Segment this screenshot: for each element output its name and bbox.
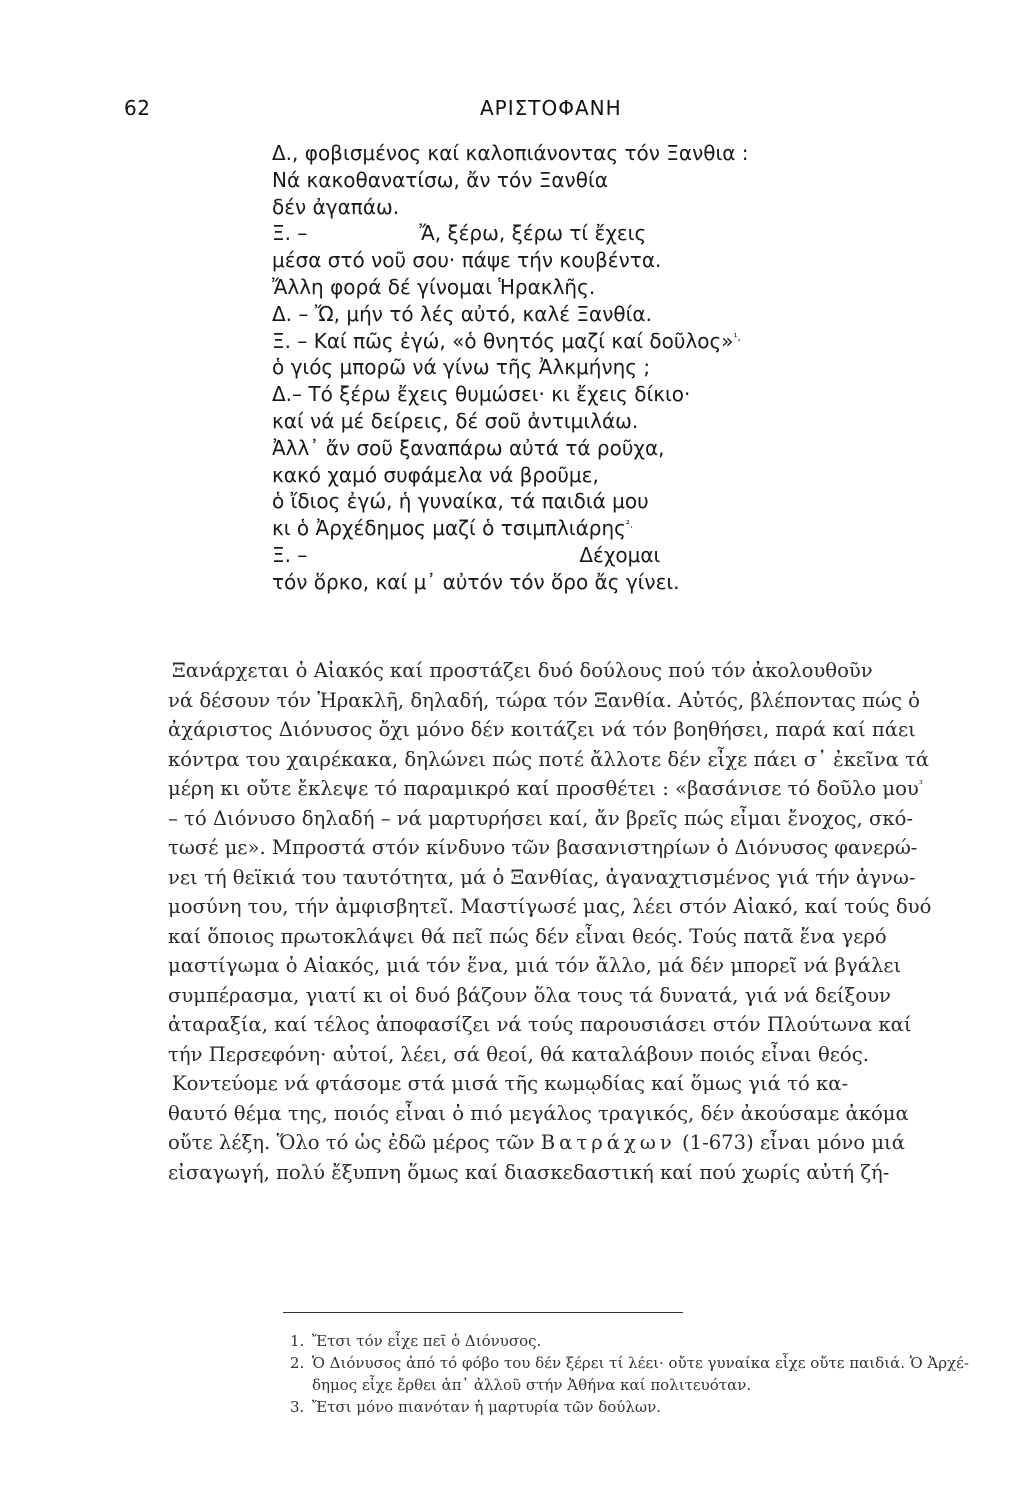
verse-dialogue: [272, 140, 892, 596]
footnote-divider: [283, 1312, 683, 1313]
speaker-label: Ξ. –: [272, 542, 308, 567]
verse-line: Δ.– Τό ξέρω ἔχεις θυμώσει· κι ἔχεις δίκιο·: [272, 382, 691, 407]
play-title: Βατράχων: [540, 1131, 676, 1154]
verse-text: Δέχομαι: [579, 542, 661, 567]
prose-line: τωσέ με». Μπροστά στόν κίνδυνο τῶν βασανιστηρίων ὁ Διόνυσος φανερώ-: [168, 836, 918, 859]
footnote-ref: ³: [918, 779, 923, 791]
verse-text: κι ὁ Ἀρχέδημος μαζί ὁ τσιμπλιάρης: [272, 516, 626, 541]
verse-text: Ξ. – Καί πῶς ἐγώ, «ὁ θνητός μαζί καί δοῦλος»: [272, 328, 734, 353]
verse-line: δέν ἀγαπάω.: [272, 194, 400, 219]
prose-commentary: [168, 656, 968, 1187]
footnote-text: Ἔτσι τόν εἶχε πεῖ ὁ Διόνυσος.: [312, 1332, 542, 1350]
footnote-text: Ἔτσι μόνο πιανόταν ἡ μαρτυρία τῶν δούλων.: [312, 1398, 662, 1416]
verse-line: Ἄλλη φορά δέ γίνομαι Ἡρακλῆς.: [272, 274, 596, 299]
speaker-label: Ξ. –: [272, 221, 308, 246]
verse-line: Ἀλλ᾽ ἄν σοῦ ξαναπάρω αὐτά τά ροῦχα,: [272, 435, 665, 460]
prose-line: καί ὅποιος πρωτοκλάψει θά πεῖ πώς δέν εἶναι θεός. Τούς πατᾶ ἕνα γερό: [168, 924, 887, 948]
verse-line: Δ., φοβισμένος καί καλοπιάνοντας τόν Ξανθια :: [272, 141, 749, 165]
prose-line: Κοντεύομε νά φτάσομε στά μισά τῆς κωμῳδίας καί ὅμως γιά τό κα-: [172, 1072, 849, 1095]
footnote: [290, 1352, 970, 1374]
footnote-number: 1.: [290, 1332, 305, 1350]
running-head: ΑΡΙΣΤΟΦΑΝΗ: [480, 96, 622, 120]
footnote-ref: ².: [625, 519, 634, 531]
page-number: 62: [124, 96, 151, 120]
prose-line: νά δέσουν τόν Ἡρακλῆ, δηλαδή, τώρα τόν Ξανθία. Αὐτός, βλέποντας πώς ὁ: [168, 688, 920, 712]
prose-line: [168, 1128, 968, 1158]
prose-line: – τό Διόνυσο δηλαδή – νά μαρτυρήσει καί, ἄν βρεῖς πώς εἶμαι ἔνοχος, σκό-: [168, 806, 914, 830]
verse-line: ὁ ἴδιος ἐγώ, ἡ γυναίκα, τά παιδιά μου: [272, 489, 649, 514]
verse-line: [272, 328, 892, 355]
footnote-number: 3.: [290, 1398, 305, 1416]
prose-line: εἰσαγωγή, πολύ ἔξυπνη ὅμως καί διασκεδαστική καί πού χωρίς αὐτή ζή-: [168, 1160, 890, 1184]
footnote: [290, 1396, 970, 1418]
footnote-continuation: δημος εἶχε ἔρθει ἀπ᾽ ἀλλοῦ στήν Ἀθήνα καί πολιτευόταν.: [312, 1376, 752, 1394]
verse-line: Δ. – Ὤ, μήν τό λές αὐτό, καλέ Ξανθία.: [272, 301, 652, 326]
prose-line: μοσύνη του, τήν ἀμφισβητεῖ. Μαστίγωσέ μας, λέει στόν Αἰακό, καί τούς δυό: [168, 895, 932, 918]
verse-line: τόν ὅρκο, καί μ᾽ αὐτόν τόν ὅρο ἄς γίνει.: [272, 569, 680, 594]
verse-line: [272, 515, 892, 542]
prose-line: ἀχάριστος Διόνυσος ὄχι μόνο δέν κοιτάζει νά τόν βοηθήσει, παρά καί πάει: [168, 718, 916, 741]
prose-text: μέρη κι οὔτε ἔκλεψε τό παραμικρό καί προσθέτει : «βασάνισε τό δοῦλο μου: [168, 777, 919, 800]
prose-line: θαυτό θέμα της, ποιός εἶναι ὁ πιό μεγάλος τραγικός, δέν ἀκούσαμε ἀκόμα: [168, 1101, 909, 1125]
footnote: [290, 1330, 970, 1352]
verse-line: ὁ γιός μπορῶ νά γίνω τῆς Ἀλκμήνης ;: [272, 355, 651, 380]
prose-text: (1-673) εἶναι μόνο μιά: [681, 1131, 905, 1154]
verse-line: μέσα στό νοῦ σου· πάψε τήν κουβέντα.: [272, 248, 662, 273]
prose-line: νει τή θεϊκιά του ταυτότητα, μά ὁ Ξανθίας, ἀγαναχτισμένος γιά τήν ἀγνω-: [168, 865, 916, 889]
prose-line: Ξανάρχεται ὁ Αἰακός καί προστάζει δυό δούλους πού τόν ἀκολουθοῦν: [172, 659, 873, 682]
prose-line: [168, 774, 968, 804]
footnote-number: 2.: [290, 1354, 305, 1372]
prose-line: συμπέρασμα, γιατί κι οἱ δυό βάζουν ὅλα τους τά δυνατά, γιά νά δείξουν: [168, 983, 891, 1007]
prose-line: ἀταραξία, καί τέλος ἀποφασίζει νά τούς παρουσιάσει στόν Πλούτωνα καί: [168, 1013, 912, 1036]
footnotes: [290, 1330, 970, 1418]
verse-text: Ἄ, ξέρω, ξέρω τί ἔχεις: [419, 221, 647, 246]
verse-line: Νά κακοθανατίσω, ἄν τόν Ξανθία: [272, 167, 608, 192]
prose-line: κόντρα του χαιρέκακα, δηλώνει πώς ποτέ ἄλλοτε δέν εἶχε πάει σ᾽ ἐκεῖνα τά: [168, 747, 930, 771]
prose-line: τήν Περσεφόνη· αὐτοί, λέει, σά θεοί, θά καταλάβουν ποιός εἶναι θεός.: [168, 1042, 869, 1066]
footnote-ref: ¹,: [733, 331, 741, 343]
footnote-text: Ὁ Διόνυσος ἀπό τό φόβο του δέν ξέρει τί λέει· οὔτε γυναίκα εἶχε οὔτε παιδιά. Ὁ Ἀρχέ-: [312, 1354, 969, 1372]
verse-line: καί νά μέ δείρεις, δέ σοῦ ἀντιμιλάω.: [272, 408, 639, 433]
prose-line: μαστίγωμα ὁ Αἰακός, μιά τόν ἕνα, μιά τόν ἄλλο, μά δέν μπορεῖ νά βγάλει: [168, 954, 902, 977]
verse-line: κακό χαμό συφάμελα νά βροῦμε,: [272, 462, 599, 487]
verse-line: [272, 220, 892, 247]
verse-line: [272, 542, 892, 569]
prose-text: οὔτε λέξη. Ὅλο τό ὡς ἐδῶ μέρος τῶν: [168, 1131, 535, 1154]
